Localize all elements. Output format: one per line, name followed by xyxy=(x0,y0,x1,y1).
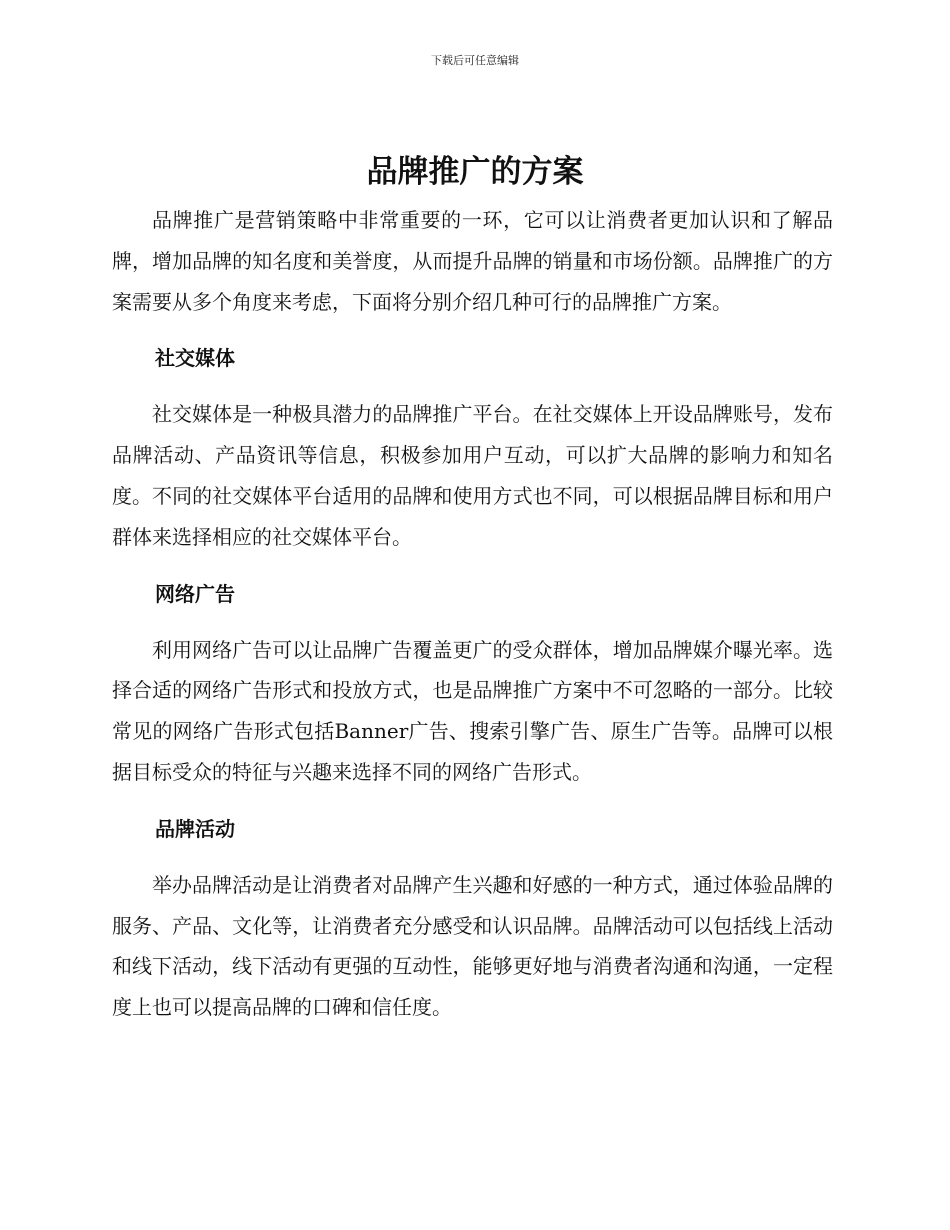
section-heading-online-ads: 网络广告 xyxy=(155,581,235,606)
section-heading-social-media: 社交媒体 xyxy=(155,346,235,371)
header-note: 下载后可任意编辑 xyxy=(431,54,519,67)
intro-paragraph: 品牌推广是营销策略中非常重要的一环，它可以让消费者更加认识和了解品牌，增加品牌的知名度和美誉度，从而提升品牌的销量和市场份额。品牌推广的方案需要从多个角度来考虑，下面将分别介绍几种可行的品牌推广方案。 xyxy=(112,208,833,314)
document-title: 品牌推广的方案 xyxy=(366,154,584,190)
section-paragraph-online-ads: 利用网络广告可以让品牌广告覆盖更广的受众群体，增加品牌媒介曝光率。选择合适的网络广告形式和投放方式，也是品牌推广方案中不可忽略的一部分。比较常见的网络广告形式包括Banner广告、搜索引擎广告、原生广告等。品牌可以根据目标受众的特征与兴趣来选择不同的网络广告形式。 xyxy=(112,637,833,784)
section-heading-brand-events: 品牌活动 xyxy=(155,816,235,841)
section-paragraph-social-media: 社交媒体是一种极具潜力的品牌推广平台。在社交媒体上开设品牌账号，发布品牌活动、产品资讯等信息，积极参加用户互动，可以扩大品牌的影响力和知名度。不同的社交媒体平台适用的品牌和使用方式也不同，可以根据品牌目标和用户群体来选择相应的社交媒体平台。 xyxy=(112,402,833,549)
section-paragraph-brand-events: 举办品牌活动是让消费者对品牌产生兴趣和好感的一种方式，通过体验品牌的服务、产品、文化等，让消费者充分感受和认识品牌。品牌活动可以包括线上活动和线下活动，线下活动有更强的互动性，能够更好地与消费者沟通和沟通，一定程度上也可以提高品牌的口碑和信任度。 xyxy=(112,872,833,1020)
document-body xyxy=(112,200,833,1028)
